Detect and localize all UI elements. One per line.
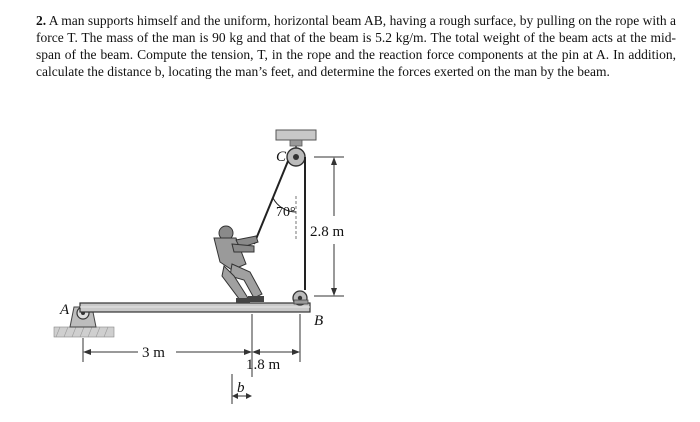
span-dimension: 3 m — [142, 345, 165, 361]
problem-text: A man supports himself and the uniform, horizontal beam AB, having a rough surface, by pulling on the rope with a force T. The mass of the man is 90 kg and that of the beam is 5.2 kg/m. The total weight of the beam acts at the mid-span of the beam. Compute the tension, T, in the rope and the reaction force components at the pin at A. In addition, calculate the distance b, locating the man’s feet, and determine the forces exerted on the man by the beam. — [36, 13, 676, 79]
label-b: B — [314, 313, 324, 329]
ground-hatch — [54, 327, 114, 337]
label-a: A — [60, 302, 70, 318]
problem-number: 2. — [36, 13, 47, 28]
label-c: C — [276, 149, 287, 165]
angle-label: 70° — [276, 205, 296, 220]
offset-dimension: 1.8 m — [246, 357, 281, 373]
ceiling-support — [276, 130, 316, 140]
height-dimension: 2.8 m — [310, 224, 345, 240]
rope-inclined — [254, 161, 288, 244]
man-figure — [214, 226, 264, 303]
b-dimension: b — [237, 380, 245, 396]
